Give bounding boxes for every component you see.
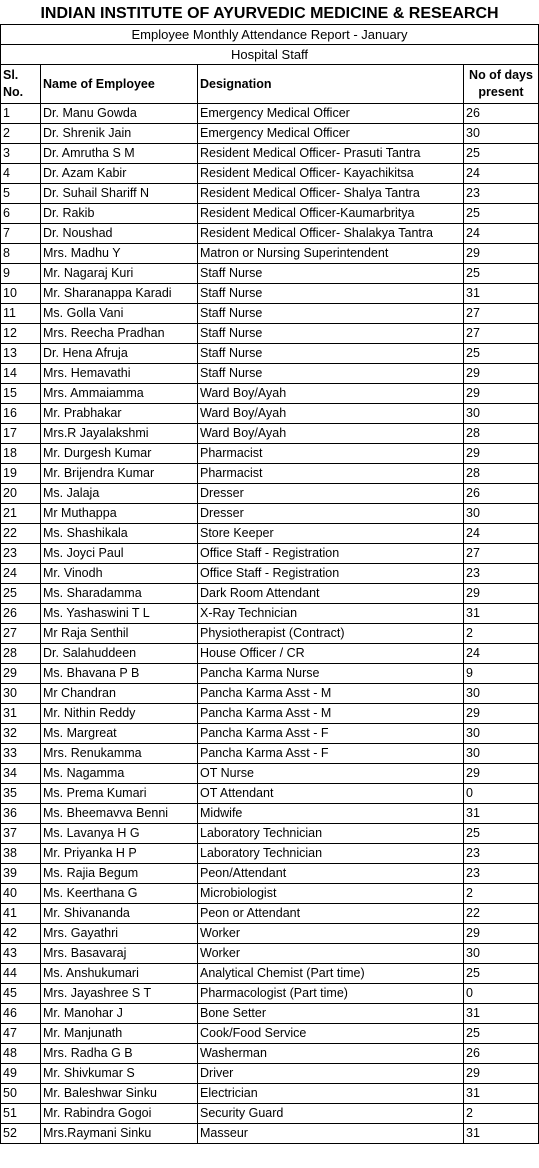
col-header-name: Name of Employee bbox=[41, 65, 198, 104]
cell-days-present: 26 bbox=[464, 1044, 539, 1064]
col-header-designation: Designation bbox=[198, 65, 464, 104]
cell-designation: Emergency Medical Officer bbox=[198, 104, 464, 124]
cell-employee-name: Mr. Manohar J bbox=[41, 1004, 198, 1024]
cell-designation: Pancha Karma Asst - M bbox=[198, 704, 464, 724]
table-row bbox=[1, 204, 539, 224]
cell-employee-name: Mr. Brijendra Kumar bbox=[41, 464, 198, 484]
cell-designation: Pharmacist bbox=[198, 464, 464, 484]
cell-days-present: 27 bbox=[464, 304, 539, 324]
table-row bbox=[1, 764, 539, 784]
cell-sl-no: 37 bbox=[1, 824, 41, 844]
cell-sl-no: 13 bbox=[1, 344, 41, 364]
cell-employee-name: Dr. Azam Kabir bbox=[41, 164, 198, 184]
cell-designation: Pancha Karma Asst - F bbox=[198, 744, 464, 764]
table-row bbox=[1, 864, 539, 884]
cell-designation: Physiotherapist (Contract) bbox=[198, 624, 464, 644]
table-row bbox=[1, 824, 539, 844]
cell-sl-no: 25 bbox=[1, 584, 41, 604]
cell-sl-no: 20 bbox=[1, 484, 41, 504]
table-row bbox=[1, 784, 539, 804]
cell-designation: Peon or Attendant bbox=[198, 904, 464, 924]
table-row bbox=[1, 684, 539, 704]
table-row bbox=[1, 1104, 539, 1124]
cell-sl-no: 21 bbox=[1, 504, 41, 524]
cell-sl-no: 3 bbox=[1, 144, 41, 164]
table-row bbox=[1, 944, 539, 964]
cell-designation: Dark Room Attendant bbox=[198, 584, 464, 604]
cell-employee-name: Ms. Lavanya H G bbox=[41, 824, 198, 844]
cell-sl-no: 41 bbox=[1, 904, 41, 924]
table-row bbox=[1, 184, 539, 204]
cell-designation: Pharmacologist (Part time) bbox=[198, 984, 464, 1004]
cell-designation: OT Attendant bbox=[198, 784, 464, 804]
cell-designation: X-Ray Technician bbox=[198, 604, 464, 624]
cell-sl-no: 31 bbox=[1, 704, 41, 724]
table-row bbox=[1, 224, 539, 244]
cell-days-present: 24 bbox=[464, 164, 539, 184]
cell-designation: Laboratory Technician bbox=[198, 824, 464, 844]
cell-sl-no: 23 bbox=[1, 544, 41, 564]
cell-designation: Office Staff - Registration bbox=[198, 544, 464, 564]
header-row bbox=[1, 65, 539, 104]
cell-employee-name: Dr. Rakib bbox=[41, 204, 198, 224]
table-row bbox=[1, 1084, 539, 1104]
cell-days-present: 29 bbox=[464, 764, 539, 784]
cell-employee-name: Ms. Bheemavva Benni bbox=[41, 804, 198, 824]
institute-title: INDIAN INSTITUTE OF AYURVEDIC MEDICINE & RESEARCH bbox=[40, 5, 499, 22]
cell-sl-no: 35 bbox=[1, 784, 41, 804]
cell-days-present: 28 bbox=[464, 464, 539, 484]
table-row bbox=[1, 564, 539, 584]
cell-designation: Pancha Karma Asst - F bbox=[198, 724, 464, 744]
table-row bbox=[1, 1024, 539, 1044]
cell-days-present: 31 bbox=[464, 604, 539, 624]
cell-employee-name: Dr. Suhail Shariff N bbox=[41, 184, 198, 204]
cell-designation: Pancha Karma Asst - M bbox=[198, 684, 464, 704]
cell-employee-name: Dr. Salahuddeen bbox=[41, 644, 198, 664]
cell-sl-no: 33 bbox=[1, 744, 41, 764]
cell-employee-name: Mrs. Jayashree S T bbox=[41, 984, 198, 1004]
cell-designation: Staff Nurse bbox=[198, 344, 464, 364]
cell-employee-name: Mrs. Madhu Y bbox=[41, 244, 198, 264]
table-row bbox=[1, 964, 539, 984]
cell-days-present: 29 bbox=[464, 584, 539, 604]
cell-employee-name: Mrs. Gayathri bbox=[41, 924, 198, 944]
cell-designation: Staff Nurse bbox=[198, 284, 464, 304]
cell-days-present: 22 bbox=[464, 904, 539, 924]
cell-sl-no: 46 bbox=[1, 1004, 41, 1024]
cell-sl-no: 2 bbox=[1, 124, 41, 144]
table-row bbox=[1, 424, 539, 444]
cell-employee-name: Ms. Shashikala bbox=[41, 524, 198, 544]
cell-designation: Ward Boy/Ayah bbox=[198, 384, 464, 404]
table-row bbox=[1, 464, 539, 484]
cell-sl-no: 1 bbox=[1, 104, 41, 124]
cell-sl-no: 18 bbox=[1, 444, 41, 464]
cell-days-present: 23 bbox=[464, 864, 539, 884]
cell-employee-name: Mr. Nagaraj Kuri bbox=[41, 264, 198, 284]
table-row bbox=[1, 804, 539, 824]
cell-sl-no: 48 bbox=[1, 1044, 41, 1064]
table-row bbox=[1, 924, 539, 944]
cell-employee-name: Ms. Joyci Paul bbox=[41, 544, 198, 564]
cell-employee-name: Mr. Manjunath bbox=[41, 1024, 198, 1044]
cell-designation: Resident Medical Officer- Prasuti Tantra bbox=[198, 144, 464, 164]
cell-sl-no: 7 bbox=[1, 224, 41, 244]
cell-employee-name: Mr Raja Senthil bbox=[41, 624, 198, 644]
table-row bbox=[1, 1064, 539, 1084]
cell-employee-name: Mr. Baleshwar Sinku bbox=[41, 1084, 198, 1104]
cell-employee-name: Ms. Sharadamma bbox=[41, 584, 198, 604]
table-row bbox=[1, 544, 539, 564]
cell-sl-no: 40 bbox=[1, 884, 41, 904]
cell-sl-no: 15 bbox=[1, 384, 41, 404]
cell-sl-no: 38 bbox=[1, 844, 41, 864]
table-row bbox=[1, 724, 539, 744]
cell-employee-name: Mr. Rabindra Gogoi bbox=[41, 1104, 198, 1124]
title-row bbox=[1, 4, 539, 25]
cell-days-present: 30 bbox=[464, 504, 539, 524]
cell-days-present: 26 bbox=[464, 484, 539, 504]
cell-days-present: 30 bbox=[464, 744, 539, 764]
cell-days-present: 31 bbox=[464, 284, 539, 304]
cell-employee-name: Ms. Golla Vani bbox=[41, 304, 198, 324]
table-row bbox=[1, 884, 539, 904]
cell-employee-name: Ms. Keerthana G bbox=[41, 884, 198, 904]
cell-sl-no: 42 bbox=[1, 924, 41, 944]
table-row bbox=[1, 1124, 539, 1144]
cell-designation: House Officer / CR bbox=[198, 644, 464, 664]
table-row bbox=[1, 484, 539, 504]
cell-employee-name: Ms. Nagamma bbox=[41, 764, 198, 784]
cell-designation: Office Staff - Registration bbox=[198, 564, 464, 584]
cell-sl-no: 6 bbox=[1, 204, 41, 224]
cell-days-present: 24 bbox=[464, 224, 539, 244]
cell-days-present: 31 bbox=[464, 1084, 539, 1104]
table-row bbox=[1, 304, 539, 324]
table-row bbox=[1, 644, 539, 664]
cell-sl-no: 50 bbox=[1, 1084, 41, 1104]
cell-designation: Ward Boy/Ayah bbox=[198, 424, 464, 444]
cell-employee-name: Mr. Durgesh Kumar bbox=[41, 444, 198, 464]
cell-employee-name: Ms. Prema Kumari bbox=[41, 784, 198, 804]
table-row bbox=[1, 344, 539, 364]
cell-designation: Washerman bbox=[198, 1044, 464, 1064]
cell-days-present: 29 bbox=[464, 364, 539, 384]
cell-sl-no: 11 bbox=[1, 304, 41, 324]
cell-days-present: 25 bbox=[464, 964, 539, 984]
cell-days-present: 24 bbox=[464, 524, 539, 544]
cell-designation: Resident Medical Officer-Kaumarbritya bbox=[198, 204, 464, 224]
cell-designation: Cook/Food Service bbox=[198, 1024, 464, 1044]
cell-days-present: 0 bbox=[464, 984, 539, 1004]
cell-sl-no: 8 bbox=[1, 244, 41, 264]
cell-designation: Dresser bbox=[198, 484, 464, 504]
cell-sl-no: 17 bbox=[1, 424, 41, 444]
report-title: Employee Monthly Attendance Report - January bbox=[1, 25, 539, 45]
cell-days-present: 31 bbox=[464, 1004, 539, 1024]
cell-employee-name: Dr. Shrenik Jain bbox=[41, 124, 198, 144]
cell-days-present: 29 bbox=[464, 384, 539, 404]
cell-sl-no: 44 bbox=[1, 964, 41, 984]
cell-designation: Worker bbox=[198, 944, 464, 964]
cell-designation: Emergency Medical Officer bbox=[198, 124, 464, 144]
cell-employee-name: Ms. Rajia Begum bbox=[41, 864, 198, 884]
table-row bbox=[1, 104, 539, 124]
cell-employee-name: Dr. Amrutha S M bbox=[41, 144, 198, 164]
cell-days-present: 30 bbox=[464, 944, 539, 964]
cell-days-present: 29 bbox=[464, 244, 539, 264]
cell-days-present: 0 bbox=[464, 784, 539, 804]
cell-sl-no: 5 bbox=[1, 184, 41, 204]
cell-sl-no: 16 bbox=[1, 404, 41, 424]
cell-days-present: 30 bbox=[464, 724, 539, 744]
cell-sl-no: 27 bbox=[1, 624, 41, 644]
cell-designation: Pharmacist bbox=[198, 444, 464, 464]
cell-designation: Staff Nurse bbox=[198, 304, 464, 324]
cell-days-present: 30 bbox=[464, 404, 539, 424]
cell-employee-name: Mr. Sharanappa Karadi bbox=[41, 284, 198, 304]
cell-days-present: 2 bbox=[464, 884, 539, 904]
cell-sl-no: 12 bbox=[1, 324, 41, 344]
cell-sl-no: 47 bbox=[1, 1024, 41, 1044]
table-row bbox=[1, 324, 539, 344]
cell-employee-name: Mr. Priyanka H P bbox=[41, 844, 198, 864]
cell-days-present: 2 bbox=[464, 624, 539, 644]
cell-employee-name: Ms. Anshukumari bbox=[41, 964, 198, 984]
cell-designation: Resident Medical Officer- Shalya Tantra bbox=[198, 184, 464, 204]
cell-designation: Pancha Karma Nurse bbox=[198, 664, 464, 684]
cell-designation: Worker bbox=[198, 924, 464, 944]
cell-designation: Electrician bbox=[198, 1084, 464, 1104]
cell-sl-no: 28 bbox=[1, 644, 41, 664]
cell-days-present: 25 bbox=[464, 824, 539, 844]
cell-designation: Microbiologist bbox=[198, 884, 464, 904]
cell-sl-no: 9 bbox=[1, 264, 41, 284]
table-row bbox=[1, 744, 539, 764]
cell-employee-name: Mr. Shivananda bbox=[41, 904, 198, 924]
cell-designation: Ward Boy/Ayah bbox=[198, 404, 464, 424]
cell-days-present: 23 bbox=[464, 564, 539, 584]
cell-employee-name: Mr. Shivkumar S bbox=[41, 1064, 198, 1084]
cell-designation: Peon/Attendant bbox=[198, 864, 464, 884]
cell-days-present: 28 bbox=[464, 424, 539, 444]
cell-designation: Security Guard bbox=[198, 1104, 464, 1124]
cell-sl-no: 24 bbox=[1, 564, 41, 584]
cell-employee-name: Mr Muthappa bbox=[41, 504, 198, 524]
cell-employee-name: Mrs. Reecha Pradhan bbox=[41, 324, 198, 344]
table-row bbox=[1, 584, 539, 604]
cell-employee-name: Mrs. Ammaiamma bbox=[41, 384, 198, 404]
cell-days-present: 29 bbox=[464, 444, 539, 464]
cell-sl-no: 4 bbox=[1, 164, 41, 184]
cell-designation: Matron or Nursing Superintendent bbox=[198, 244, 464, 264]
cell-sl-no: 51 bbox=[1, 1104, 41, 1124]
cell-employee-name: Mr. Prabhakar bbox=[41, 404, 198, 424]
cell-employee-name: Ms. Yashaswini T L bbox=[41, 604, 198, 624]
cell-sl-no: 49 bbox=[1, 1064, 41, 1084]
cell-days-present: 27 bbox=[464, 544, 539, 564]
cell-days-present: 25 bbox=[464, 1024, 539, 1044]
cell-sl-no: 26 bbox=[1, 604, 41, 624]
cell-employee-name: Mrs. Hemavathi bbox=[41, 364, 198, 384]
table-row bbox=[1, 144, 539, 164]
cell-designation: Store Keeper bbox=[198, 524, 464, 544]
cell-days-present: 26 bbox=[464, 104, 539, 124]
cell-days-present: 27 bbox=[464, 324, 539, 344]
section-row bbox=[1, 45, 539, 65]
cell-employee-name: Mrs.Raymani Sinku bbox=[41, 1124, 198, 1144]
cell-designation: Midwife bbox=[198, 804, 464, 824]
cell-days-present: 25 bbox=[464, 144, 539, 164]
cell-designation: OT Nurse bbox=[198, 764, 464, 784]
table-row bbox=[1, 364, 539, 384]
cell-days-present: 23 bbox=[464, 184, 539, 204]
cell-sl-no: 10 bbox=[1, 284, 41, 304]
cell-designation: Analytical Chemist (Part time) bbox=[198, 964, 464, 984]
cell-days-present: 23 bbox=[464, 844, 539, 864]
cell-designation: Resident Medical Officer- Kayachikitsa bbox=[198, 164, 464, 184]
cell-days-present: 29 bbox=[464, 1064, 539, 1084]
table-row bbox=[1, 244, 539, 264]
table-row bbox=[1, 624, 539, 644]
table-row bbox=[1, 1044, 539, 1064]
cell-days-present: 25 bbox=[464, 204, 539, 224]
table-row bbox=[1, 664, 539, 684]
cell-employee-name: Ms. Jalaja bbox=[41, 484, 198, 504]
cell-designation: Staff Nurse bbox=[198, 264, 464, 284]
cell-sl-no: 29 bbox=[1, 664, 41, 684]
cell-employee-name: Mrs. Basavaraj bbox=[41, 944, 198, 964]
cell-designation: Dresser bbox=[198, 504, 464, 524]
cell-employee-name: Mr. Vinodh bbox=[41, 564, 198, 584]
cell-employee-name: Ms. Margreat bbox=[41, 724, 198, 744]
cell-employee-name: Ms. Bhavana P B bbox=[41, 664, 198, 684]
table-row bbox=[1, 704, 539, 724]
cell-sl-no: 19 bbox=[1, 464, 41, 484]
section-title: Hospital Staff bbox=[1, 45, 539, 65]
table-row bbox=[1, 284, 539, 304]
cell-days-present: 30 bbox=[464, 124, 539, 144]
cell-designation: Laboratory Technician bbox=[198, 844, 464, 864]
table-row bbox=[1, 904, 539, 924]
cell-days-present: 24 bbox=[464, 644, 539, 664]
cell-days-present: 31 bbox=[464, 804, 539, 824]
subtitle-row bbox=[1, 25, 539, 45]
cell-sl-no: 52 bbox=[1, 1124, 41, 1144]
cell-days-present: 29 bbox=[464, 704, 539, 724]
table-row bbox=[1, 124, 539, 144]
cell-days-present: 30 bbox=[464, 684, 539, 704]
table-row bbox=[1, 984, 539, 1004]
cell-days-present: 29 bbox=[464, 924, 539, 944]
cell-days-present: 9 bbox=[464, 664, 539, 684]
col-header-days: No of days present bbox=[464, 65, 539, 104]
table-body bbox=[1, 104, 539, 1144]
cell-employee-name: Mr. Nithin Reddy bbox=[41, 704, 198, 724]
cell-designation: Staff Nurse bbox=[198, 364, 464, 384]
cell-days-present: 25 bbox=[464, 264, 539, 284]
table-row bbox=[1, 264, 539, 284]
cell-days-present: 31 bbox=[464, 1124, 539, 1144]
cell-sl-no: 14 bbox=[1, 364, 41, 384]
cell-sl-no: 36 bbox=[1, 804, 41, 824]
cell-sl-no: 22 bbox=[1, 524, 41, 544]
cell-designation: Bone Setter bbox=[198, 1004, 464, 1024]
attendance-table bbox=[0, 4, 539, 1144]
cell-sl-no: 32 bbox=[1, 724, 41, 744]
table-row bbox=[1, 404, 539, 424]
table-row bbox=[1, 384, 539, 404]
cell-employee-name: Dr. Manu Gowda bbox=[41, 104, 198, 124]
cell-employee-name: Mr Chandran bbox=[41, 684, 198, 704]
cell-sl-no: 34 bbox=[1, 764, 41, 784]
table-row bbox=[1, 164, 539, 184]
cell-designation: Driver bbox=[198, 1064, 464, 1084]
cell-designation: Staff Nurse bbox=[198, 324, 464, 344]
cell-employee-name: Mrs.R Jayalakshmi bbox=[41, 424, 198, 444]
cell-designation: Masseur bbox=[198, 1124, 464, 1144]
cell-employee-name: Mrs. Renukamma bbox=[41, 744, 198, 764]
cell-sl-no: 39 bbox=[1, 864, 41, 884]
table-row bbox=[1, 504, 539, 524]
attendance-sheet bbox=[0, 4, 539, 1144]
cell-sl-no: 30 bbox=[1, 684, 41, 704]
table-row bbox=[1, 524, 539, 544]
cell-sl-no: 43 bbox=[1, 944, 41, 964]
cell-days-present: 25 bbox=[464, 344, 539, 364]
table-row bbox=[1, 444, 539, 464]
cell-employee-name: Dr. Hena Afruja bbox=[41, 344, 198, 364]
table-row bbox=[1, 844, 539, 864]
cell-employee-name: Mrs. Radha G B bbox=[41, 1044, 198, 1064]
cell-designation: Resident Medical Officer- Shalakya Tantra bbox=[198, 224, 464, 244]
cell-sl-no: 45 bbox=[1, 984, 41, 1004]
col-header-sl: Sl. No. bbox=[1, 65, 41, 104]
cell-employee-name: Dr. Noushad bbox=[41, 224, 198, 244]
table-row bbox=[1, 1004, 539, 1024]
table-row bbox=[1, 604, 539, 624]
cell-days-present: 2 bbox=[464, 1104, 539, 1124]
